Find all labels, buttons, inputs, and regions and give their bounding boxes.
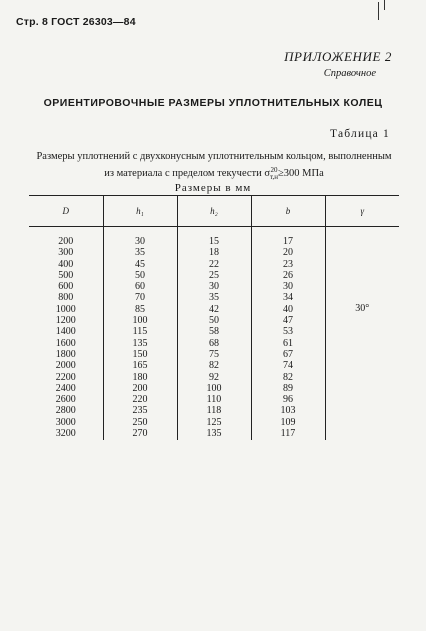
cell-b: 96 bbox=[283, 394, 293, 406]
cell-d: 1000 bbox=[55, 303, 76, 315]
cell-h2: 82 bbox=[209, 360, 219, 372]
cell-h1: 135 bbox=[132, 337, 148, 349]
cell-h1: 50 bbox=[135, 269, 145, 281]
column-h1 bbox=[103, 227, 177, 441]
table-label: Таблица 1 bbox=[330, 128, 390, 140]
cell-d: 1800 bbox=[55, 348, 76, 360]
cell-b: 109 bbox=[280, 416, 296, 428]
cell-d: 300 bbox=[58, 247, 74, 259]
cell-h2: 30 bbox=[209, 281, 219, 293]
cell-h2: 18 bbox=[209, 247, 219, 259]
header-h1: h₁ bbox=[103, 196, 177, 227]
cell-h2: 58 bbox=[209, 326, 219, 338]
cell-d: 2200 bbox=[55, 371, 76, 383]
cell-h1: 235 bbox=[132, 405, 148, 417]
cell-d: 2800 bbox=[55, 405, 76, 417]
cell-h1: 70 bbox=[135, 292, 145, 304]
appendix-subtitle: Справочное bbox=[323, 68, 376, 79]
cell-h2: 92 bbox=[209, 371, 219, 383]
cell-h2: 35 bbox=[209, 292, 219, 304]
cell-d: 2000 bbox=[55, 360, 76, 372]
header-b: b bbox=[251, 196, 325, 227]
table-caption bbox=[22, 148, 406, 182]
cell-b: 117 bbox=[280, 428, 296, 440]
cell-d: 200 bbox=[58, 236, 74, 247]
cell-b: 61 bbox=[283, 337, 293, 349]
cell-d: 800 bbox=[58, 292, 74, 304]
cell-h2: 22 bbox=[209, 258, 219, 270]
cell-h2: 100 bbox=[206, 382, 222, 394]
caption-line-2 bbox=[22, 165, 406, 182]
cell-b: 40 bbox=[283, 303, 293, 315]
cell-h2: 75 bbox=[209, 348, 219, 360]
units-label: Размеры в мм bbox=[174, 182, 252, 194]
column-h2 bbox=[177, 227, 251, 441]
caption-subscript: т,н bbox=[270, 172, 279, 181]
cell-b: 34 bbox=[283, 292, 293, 304]
cell-b: 23 bbox=[283, 258, 293, 270]
cell-h1: 165 bbox=[132, 360, 148, 372]
cell-b: 26 bbox=[283, 269, 293, 281]
cell-h1: 30 bbox=[135, 236, 145, 247]
caption-prefix: из материала с пределом текучести σ bbox=[104, 168, 271, 179]
column-b bbox=[251, 227, 325, 441]
cell-h1: 250 bbox=[132, 416, 148, 428]
cell-h1: 115 bbox=[132, 326, 148, 338]
cell-h1: 85 bbox=[135, 303, 145, 315]
cell-h1: 150 bbox=[132, 348, 148, 360]
cell-h2: 42 bbox=[209, 303, 219, 315]
cell-d: 3000 bbox=[55, 416, 76, 428]
table-row bbox=[29, 227, 399, 441]
cell-h2: 118 bbox=[206, 405, 222, 417]
table-header-row bbox=[29, 196, 399, 227]
cell-d: 2400 bbox=[55, 382, 76, 394]
cell-h2: 110 bbox=[206, 394, 222, 406]
cell-d: 3200 bbox=[55, 428, 76, 440]
column-gamma bbox=[325, 227, 399, 441]
cell-h2: 50 bbox=[209, 315, 219, 327]
gamma-value: 30° bbox=[355, 303, 370, 314]
cell-b: 30 bbox=[283, 281, 293, 293]
appendix-block bbox=[284, 49, 392, 79]
page-header: Стр. 8 ГОСТ 26303—84 bbox=[16, 16, 136, 28]
cell-h2: 15 bbox=[209, 236, 219, 247]
cell-h1: 45 bbox=[135, 258, 145, 270]
cell-b: 53 bbox=[283, 326, 293, 338]
cell-b: 74 bbox=[283, 360, 293, 372]
appendix-title: ПРИЛОЖЕНИЕ 2 bbox=[284, 49, 392, 64]
cell-b: 67 bbox=[283, 348, 293, 360]
cell-h1: 60 bbox=[135, 281, 145, 293]
header-d: D bbox=[29, 196, 103, 227]
cell-b: 89 bbox=[283, 382, 293, 394]
column-d bbox=[29, 227, 103, 441]
cell-d: 500 bbox=[58, 269, 74, 281]
cell-h2: 25 bbox=[209, 269, 219, 281]
cell-d: 1600 bbox=[55, 337, 76, 349]
cell-d: 2600 bbox=[55, 394, 76, 406]
cell-b: 17 bbox=[283, 236, 293, 247]
dimensions-table bbox=[29, 195, 399, 440]
cell-h1: 220 bbox=[132, 394, 148, 406]
caption-suffix: ≥300 МПа bbox=[278, 168, 324, 179]
cell-h2: 125 bbox=[206, 416, 222, 428]
cell-b: 82 bbox=[283, 371, 293, 383]
cell-d: 1400 bbox=[55, 326, 76, 338]
cell-h1: 180 bbox=[132, 371, 148, 383]
cell-d: 600 bbox=[58, 281, 74, 293]
cell-b: 20 bbox=[283, 247, 293, 259]
caption-line-1: Размеры уплотнений с двухконусным уплотнительным кольцом, выполненным bbox=[36, 151, 392, 162]
cell-d: 1200 bbox=[55, 315, 76, 327]
cell-h2: 135 bbox=[206, 428, 222, 440]
cell-h1: 35 bbox=[135, 247, 145, 259]
document-title: ОРИЕНТИРОВОЧНЫЕ РАЗМЕРЫ УПЛОТНИТЕЛЬНЫХ КОЛЕЦ bbox=[43, 97, 383, 109]
cell-h1: 270 bbox=[132, 428, 148, 440]
cell-h1: 100 bbox=[132, 315, 148, 327]
cell-h1: 200 bbox=[132, 382, 148, 394]
cell-d: 400 bbox=[58, 258, 74, 270]
cell-h2: 68 bbox=[209, 337, 219, 349]
cell-b: 47 bbox=[283, 315, 293, 327]
caption-superscript: 20 bbox=[270, 165, 278, 174]
header-gamma: γ bbox=[325, 196, 399, 227]
header-h2: h₂ bbox=[177, 196, 251, 227]
cell-b: 103 bbox=[280, 405, 296, 417]
